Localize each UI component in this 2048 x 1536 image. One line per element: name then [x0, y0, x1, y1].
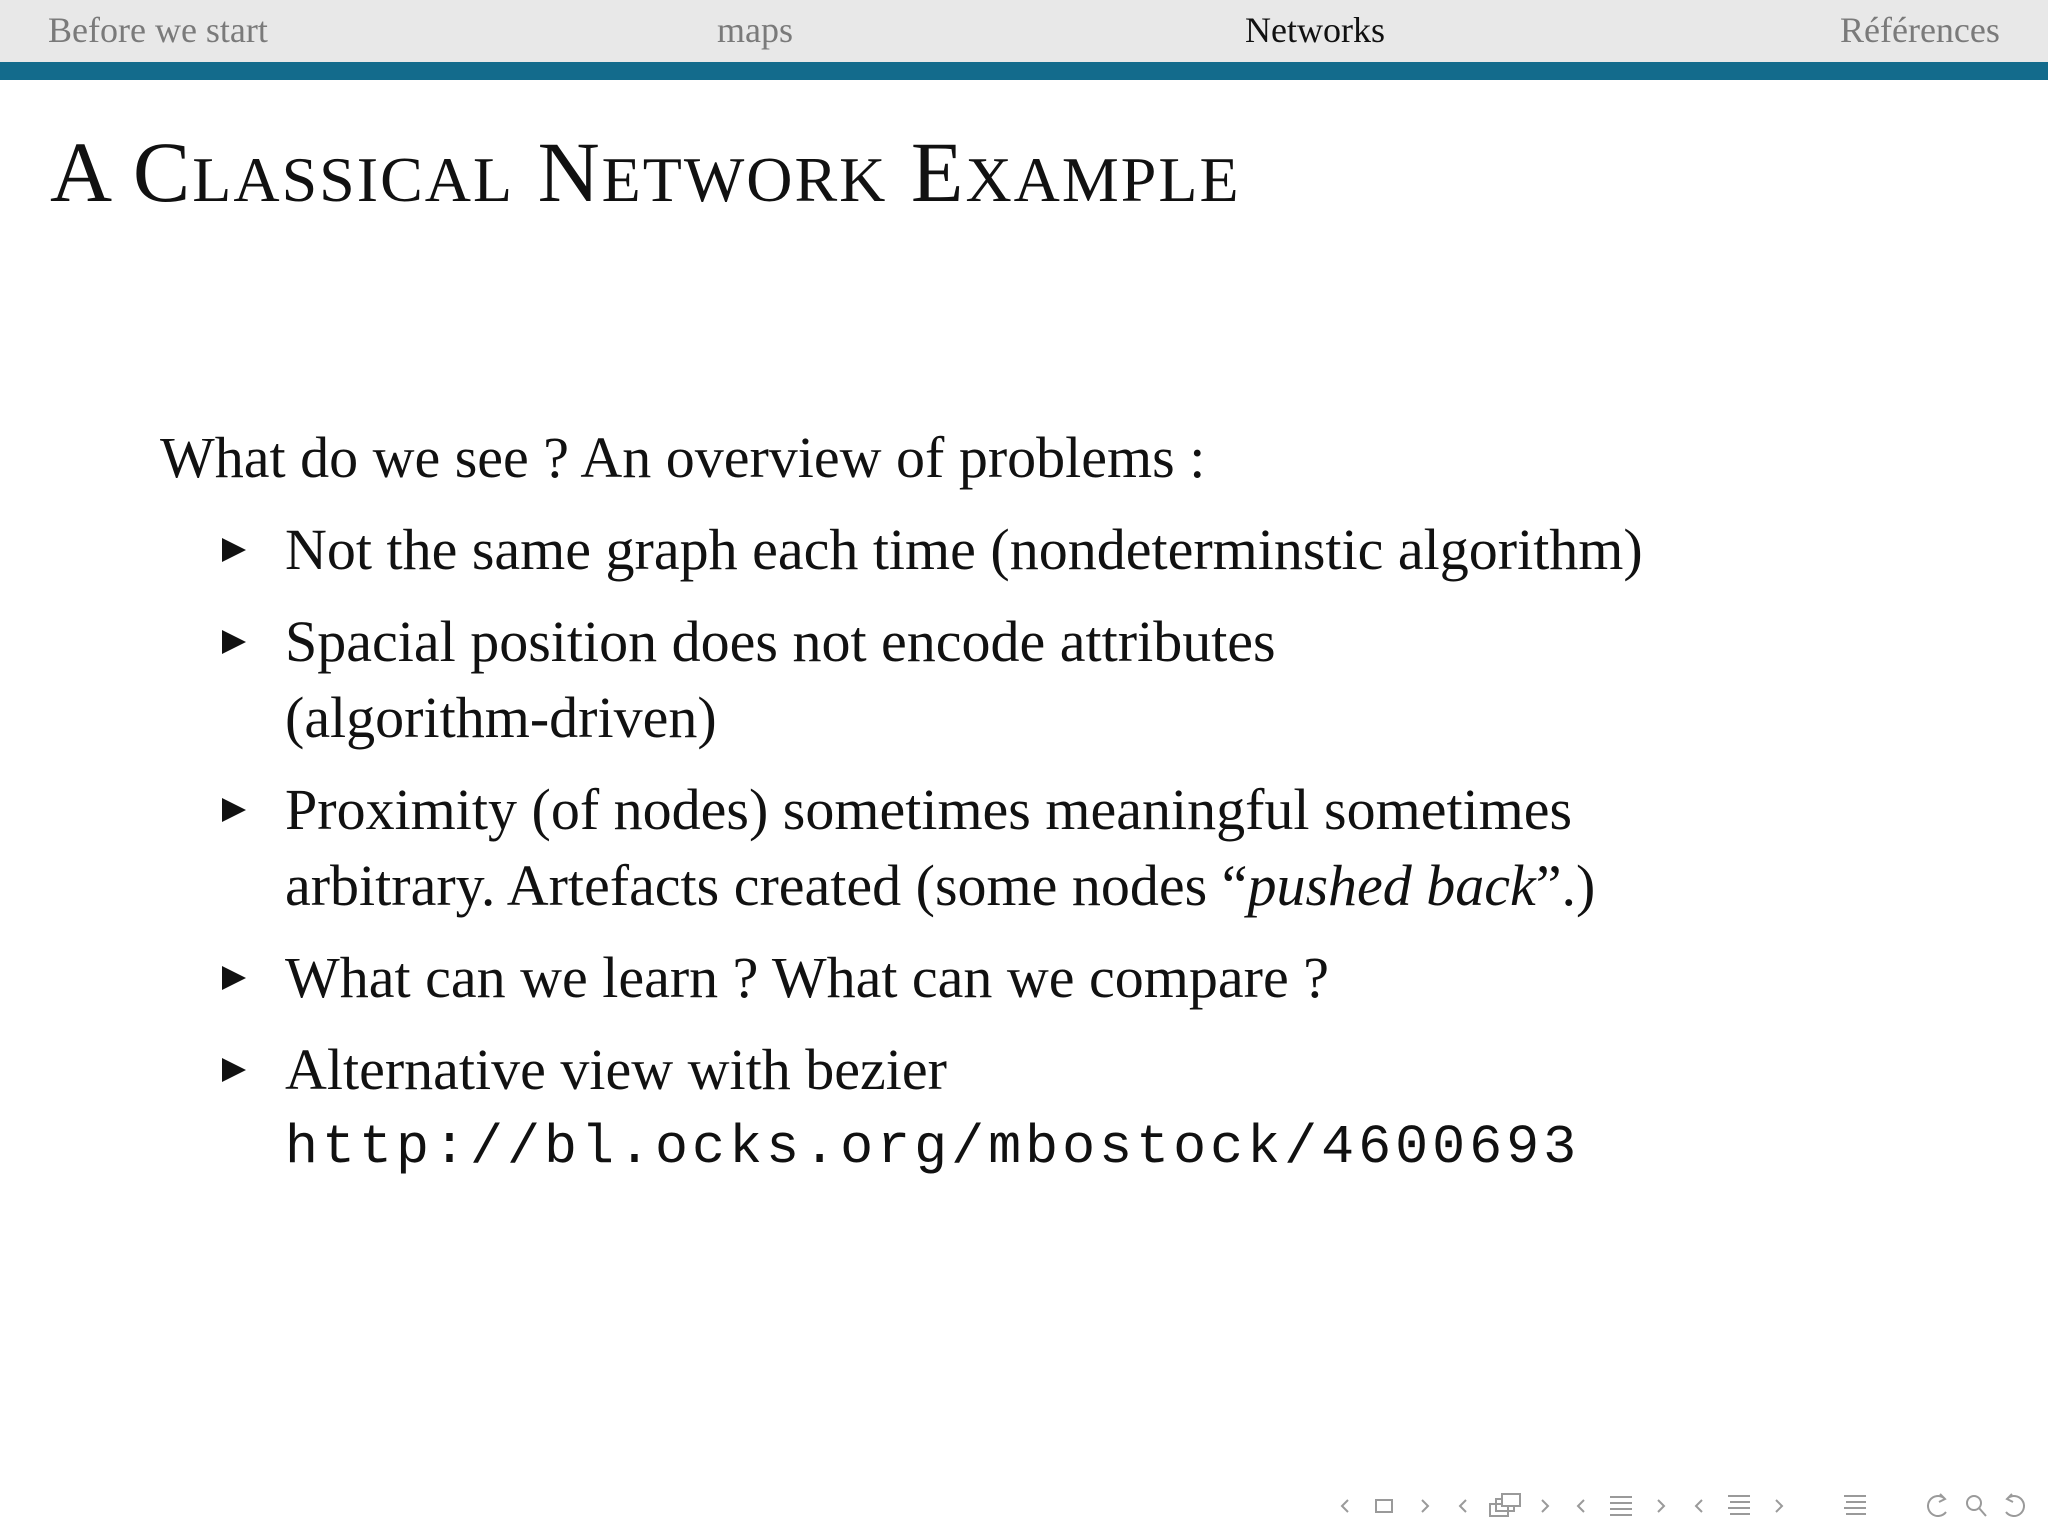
- subsection-nav-icon[interactable]: [1574, 1488, 1670, 1524]
- nav-section-maps[interactable]: maps: [717, 10, 793, 50]
- list-item: [160, 512, 1960, 588]
- slide-body: [160, 420, 1960, 1204]
- url-link[interactable]: http://bl.ocks.org/mbostock/4600693: [285, 1116, 1581, 1179]
- section-navigation: [0, 0, 2048, 62]
- bullet-text: (algorithm-driven): [285, 685, 717, 750]
- bullet-text: Alternative view with bezier: [285, 1037, 947, 1102]
- bullet-text: Proximity (of nodes) sometimes meaningful sometimes: [285, 777, 1573, 842]
- nav-section-references[interactable]: Références: [1840, 10, 2000, 50]
- triangle-bullet-icon: [222, 1058, 246, 1082]
- intro-text: What do we see ? An overview of problems :: [160, 425, 1206, 490]
- bullet-list: [160, 512, 1960, 1188]
- bullet-text: arbitrary. Artefacts created (some nodes “pushed back”.): [285, 853, 1596, 918]
- nav-section-networks[interactable]: Networks: [1245, 10, 1385, 50]
- back-forward-search-icon[interactable]: [1920, 1488, 2032, 1524]
- list-item: [160, 1032, 1960, 1188]
- frame-nav-icon[interactable]: [1456, 1488, 1556, 1524]
- bullet-text: What can we learn ? What can we compare ?: [285, 945, 1329, 1010]
- nav-section-before-we-start[interactable]: Before we start: [48, 10, 268, 50]
- triangle-bullet-icon: [222, 798, 246, 822]
- emphasis-text: pushed back: [1247, 853, 1536, 918]
- triangle-bullet-icon: [222, 538, 246, 562]
- slide-title: A CLASSICAL NETWORK EXAMPLE: [50, 124, 1241, 220]
- list-item: [160, 604, 1960, 756]
- list-item: [160, 940, 1960, 1016]
- section-nav-icon[interactable]: [1692, 1488, 1788, 1524]
- bullet-text: Not the same graph each time (nondeterminstic algorithm): [285, 517, 1643, 582]
- list-item: [160, 772, 1960, 924]
- triangle-bullet-icon: [222, 630, 246, 654]
- bullet-text: Spacial position does not encode attributes: [285, 609, 1276, 674]
- slide-nav-icon[interactable]: [1338, 1488, 1434, 1524]
- document-nav-icon[interactable]: [1838, 1488, 1872, 1524]
- header-divider-bar: [0, 62, 2048, 80]
- triangle-bullet-icon: [222, 966, 246, 990]
